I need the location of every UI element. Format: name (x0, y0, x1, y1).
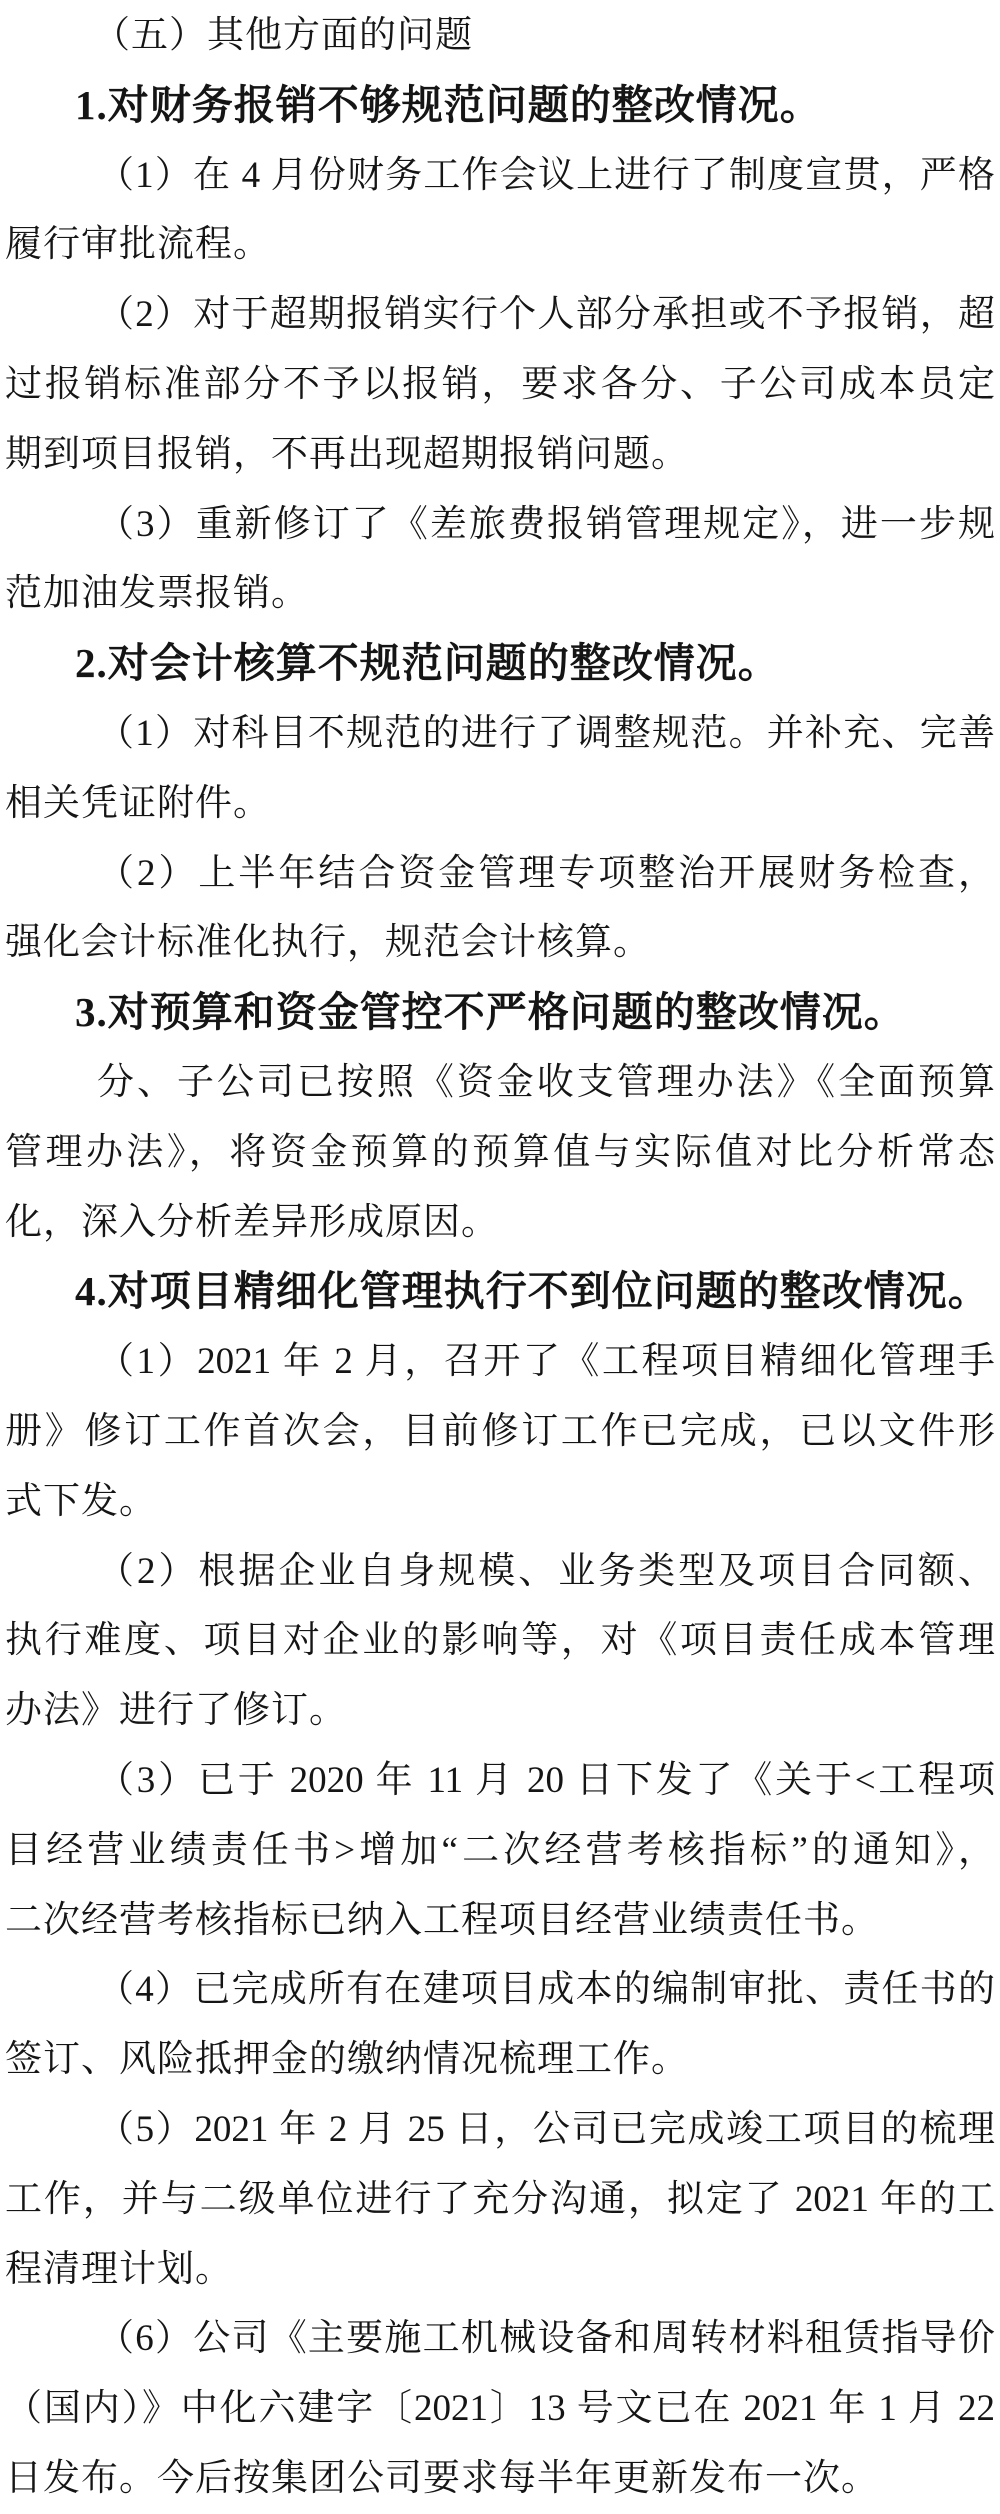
text-line: 化，深入分析差异形成原因。 (5, 1201, 499, 1243)
text-line: 工作，并与二级单位进行了充分沟通，拟定了 2021 年的工 (5, 2178, 995, 2220)
heading-line: 1.对财务报销不够规范问题的整改情况。 (75, 81, 822, 128)
text-line: 执行难度、项目对企业的影响等，对《项目责任成本管理 (5, 1620, 995, 1662)
text-line: 册》修订工作首次会，目前修订工作已完成，已以文件形 (5, 1410, 995, 1452)
heading-line: 2.对会计核算不规范问题的整改情况。 (75, 640, 780, 687)
text-line: 日发布。今后按集团公司要求每半年更新发布一次。 (5, 2457, 879, 2499)
text-line: （1）对科目不规范的进行了调整规范。并补充、完善 (97, 712, 995, 754)
text-line: 强化会计标准化执行，规范会计核算。 (5, 922, 651, 964)
text-line: （1）在 4 月份财务工作会议上进行了制度宣贯，严格 (97, 154, 995, 196)
text-line: 二次经营考核指标已纳入工程项目经营业绩责任书。 (5, 1899, 879, 1941)
text-line: 签订、风险抵押金的缴纳情况梳理工作。 (5, 2039, 689, 2081)
document-body (5, 1, 995, 2514)
text-line: 分、子公司已按照《资金收支管理办法》《全面预算 (97, 1061, 995, 1103)
heading-line: 4.对项目精细化管理执行不到位问题的整改情况。 (75, 1268, 990, 1315)
text-line: 式下发。 (5, 1480, 157, 1522)
text-line: （6）公司《主要施工机械设备和周转材料租赁指导价 (97, 2318, 995, 2360)
text-line: （3）已于 2020 年 11 月 20 日下发了《关于<工程项 (97, 1759, 995, 1801)
text-line: 目经营业绩责任书>增加“二次经营考核指标”的通知》， (5, 1829, 995, 1871)
text-line: 范加油发票报销。 (5, 573, 309, 615)
text-line: 程清理计划。 (5, 2248, 233, 2290)
text-line: （1）2021 年 2 月，召开了《工程项目精细化管理手 (97, 1341, 995, 1383)
text-line: 期到项目报销，不再出现超期报销问题。 (5, 433, 689, 475)
text-line: 过报销标准部分不予以报销，要求各分、子公司成本员定 (5, 363, 995, 405)
text-line: （3）重新修订了《差旅费报销管理规定》，进一步规 (97, 503, 995, 545)
text-line: （2）根据企业自身规模、业务类型及项目合同额、 (97, 1550, 995, 1592)
text-line: 相关凭证附件。 (5, 782, 271, 824)
text-line: （4）已完成所有在建项目成本的编制审批、责任书的 (97, 1969, 995, 2011)
text-line: （5）2021 年 2 月 25 日，公司已完成竣工项目的梳理 (97, 2108, 995, 2150)
text-line: 履行审批流程。 (5, 224, 271, 266)
text-line: 管理办法》，将资金预算的预算值与实际值对比分析常态 (5, 1131, 995, 1173)
heading-line: 3.对预算和资金管控不严格问题的整改情况。 (75, 989, 906, 1036)
text-line: 办法》进行了修订。 (5, 1690, 347, 1732)
section-heading-line: （五）其他方面的问题 (93, 15, 473, 56)
text-line: （国内）》中化六建字〔2021〕13 号文已在 2021 年 1 月 22 (5, 2388, 995, 2430)
text-line: （2）对于超期报销实行个人部分承担或不予报销，超 (97, 294, 995, 336)
text-line: （2）上半年结合资金管理专项整治开展财务检查， (97, 852, 995, 894)
